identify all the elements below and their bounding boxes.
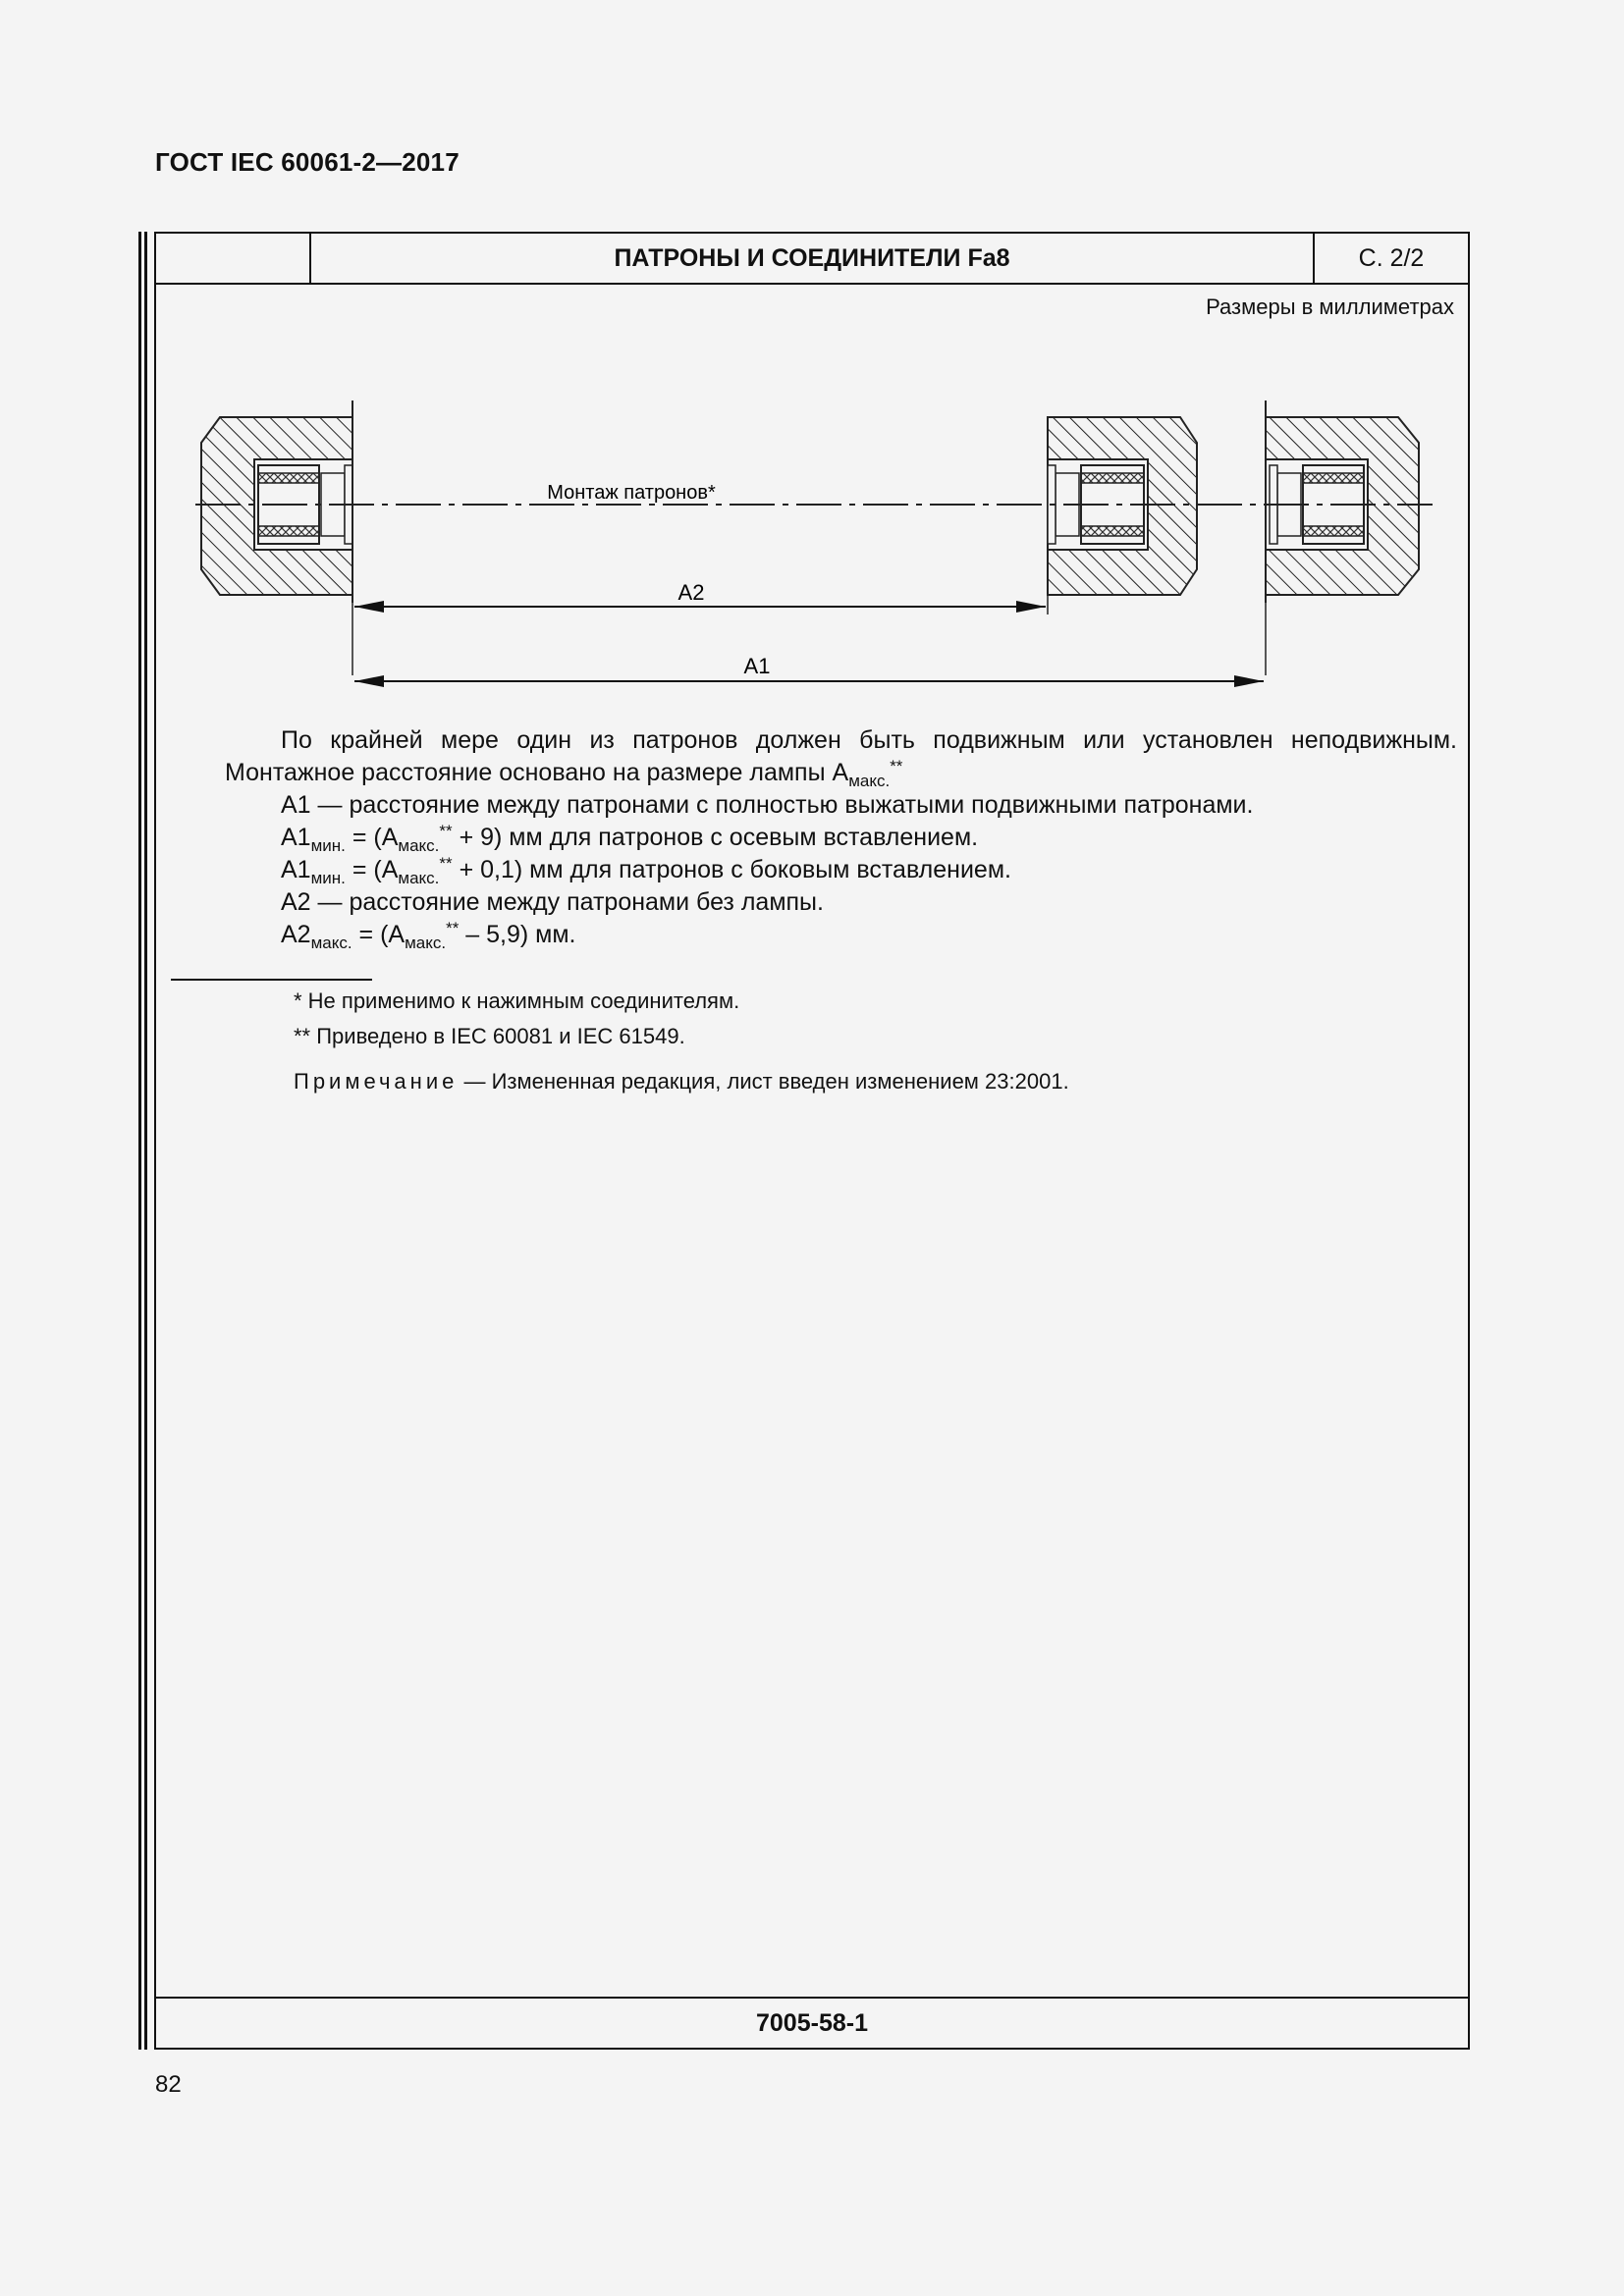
page-number: 82 (155, 2071, 182, 2098)
dimension-a2-label: A2 (677, 580, 705, 605)
line-a1-definition: A1 — расстояние между патронами с полностью выжатыми подвижными патронами. (281, 791, 1254, 819)
middle-holder (1048, 417, 1197, 595)
units-note: Размеры в миллиметрах (1206, 294, 1454, 319)
binding-bars (138, 232, 152, 2050)
line-a1-axial: $A1_{мин.} = (A_{макс.}^{**} + 9)$ мм для патронов с осевым вставлением. (281, 822, 979, 855)
line-a1-side: $A1_{мин.} = (A_{макс.}^{**} + 0,1)$ мм для патронов с боковым вставлением. (281, 854, 1011, 887)
note (225, 1064, 1069, 1099)
right-holder (1266, 400, 1419, 603)
mounting-drawing (156, 371, 1468, 695)
binding-bar-outer (138, 232, 141, 2050)
footnote-1: * Не применимо к нажимным соединителям. (294, 988, 740, 1013)
header-empty-cell (156, 234, 311, 283)
note-label: Примечание (294, 1069, 459, 1094)
paragraph-mounting: По крайней мере один из патронов должен быть подвижным или установлен неподвижным. Монтажное расстояние основано на размере лампы $A_{макс.}^{**}$ (225, 726, 1457, 790)
note-text: — Измененная редакция, лист введен изменением 23:2001. (458, 1069, 1069, 1094)
sheet-header (156, 234, 1468, 285)
sheet-page-ref: С. 2/2 (1358, 243, 1425, 272)
line-a2-definition: A2 — расстояние между патронами без лампы. (281, 888, 824, 916)
dimension-a1-label: A1 (743, 654, 771, 678)
body-text (225, 724, 1457, 951)
sheet-title: ПАТРОНЫ И СОЕДИНИТЕЛИ Fa8 (311, 234, 1315, 283)
footnote-2: ** Приведено в IEC 60081 и IEC 61549. (294, 1024, 685, 1048)
sheet-frame (154, 232, 1470, 2050)
binding-bar-inner (144, 232, 147, 2050)
footnote-rule (171, 979, 372, 981)
footnotes (225, 984, 1069, 1099)
sheet-code: 7005-58-1 (156, 1997, 1468, 2048)
left-holder (201, 400, 352, 603)
line-a2-max: $A2_{макс.} = (A_{макс.}^{**} - 5,9)$ мм. (281, 919, 576, 952)
document-code: ГОСТ IEC 60061-2—2017 (155, 147, 460, 177)
drawing-caption: Монтаж патронов* (547, 482, 716, 504)
